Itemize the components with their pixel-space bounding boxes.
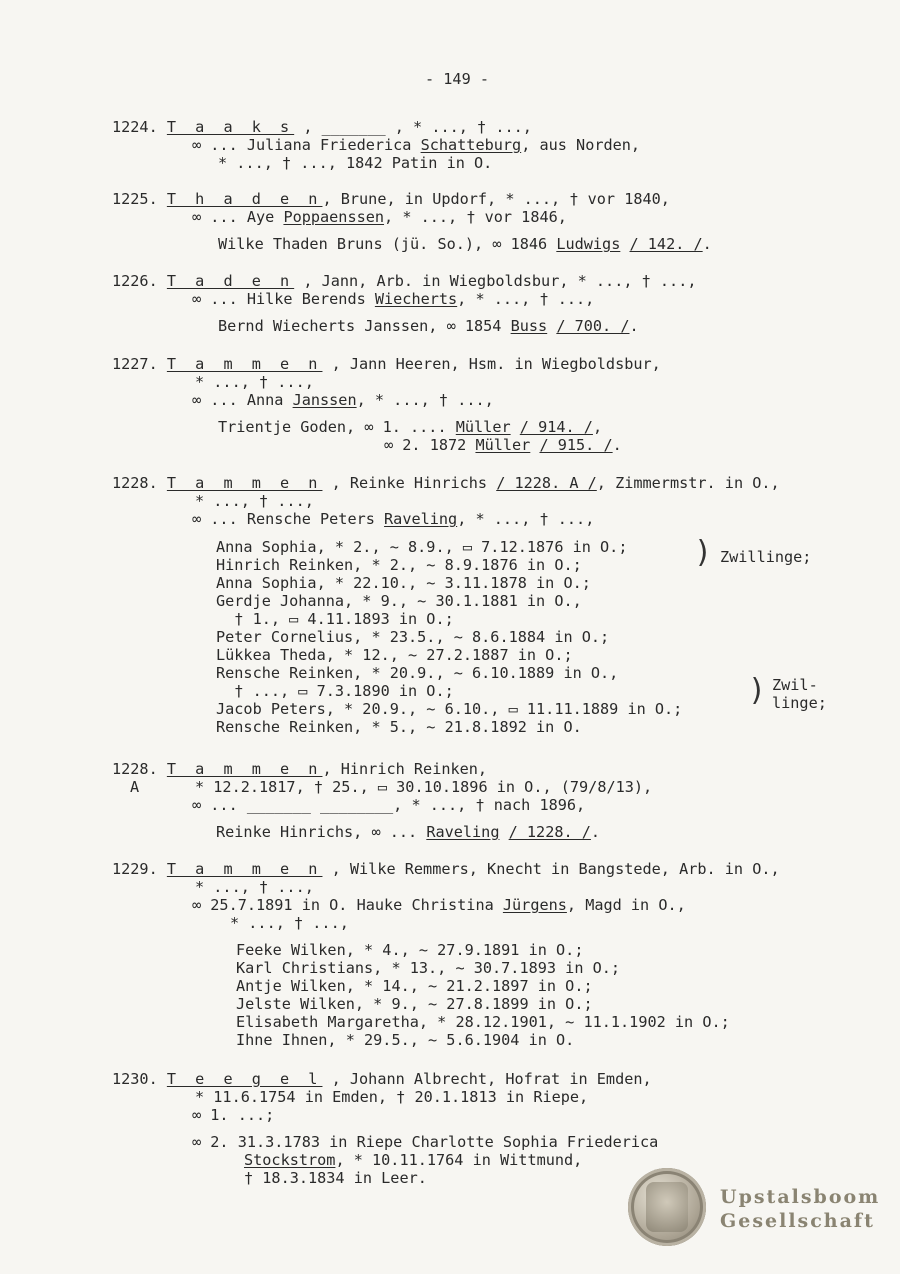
surname: Wiecherts xyxy=(374,290,458,308)
entry-number: 1228. xyxy=(112,474,158,492)
entry-line xyxy=(112,118,532,136)
entry-text: , Reinke Hinrichs xyxy=(322,474,497,492)
family-name: T a m m e n xyxy=(166,474,323,492)
entry-line xyxy=(192,208,567,226)
surname: Ludwigs xyxy=(556,235,621,253)
child-line: Anna Sophia, * 22.10., ~ 3.11.1878 in O.; xyxy=(216,574,591,592)
cross-reference: / 1228. A / xyxy=(496,474,597,492)
child-line: Gerdje Johanna, * 9., ~ 30.1.1881 in O., xyxy=(216,592,582,610)
child-line: Anna Sophia, * 2., ~ 8.9., ▭ 7.12.1876 in O.; xyxy=(216,538,628,556)
surname: Jürgens xyxy=(502,896,567,914)
child-line: Peter Cornelius, * 23.5., ~ 8.6.1884 in O.; xyxy=(216,628,610,646)
entry-text: ∞ ... Rensche Peters xyxy=(192,510,385,528)
entry-line: * ..., † ..., xyxy=(195,492,314,510)
entry-text: ∞ ... Anna xyxy=(192,391,293,409)
child-line: Jacob Peters, * 20.9., ~ 6.10., ▭ 11.11.1889 in O.; xyxy=(216,700,683,718)
entry-line: * ..., † ..., xyxy=(230,914,349,932)
entry-text: , aus Norden, xyxy=(521,136,641,154)
entry-text: , Zimmermstr. in O., xyxy=(596,474,780,492)
cross-reference: / 1228. / xyxy=(508,823,591,841)
entry-line: Bernd Wiecherts Janssen, ∞ 1854 Buss / 700. /. xyxy=(218,317,639,335)
family-name: T a m m e n xyxy=(166,860,323,878)
twins-note: linge; xyxy=(772,694,827,712)
surname: Poppaenssen xyxy=(283,208,385,226)
entry-text: ∞ ... Aye xyxy=(192,208,284,226)
entry-line: ∞ 2. 1872 Müller / 915. /. xyxy=(384,436,622,454)
child-line: Feeke Wilken, * 4., ~ 27.9.1891 in O.; xyxy=(236,941,584,959)
entry-text: Bernd Wiecherts Janssen, ∞ 1854 xyxy=(218,317,511,335)
entry-text: , _______ , * ..., † ..., xyxy=(294,118,532,136)
entry-line xyxy=(112,474,780,492)
entry-text: ∞ 25.7.1891 in O. Hauke Christina xyxy=(192,896,503,914)
entry-line xyxy=(112,860,780,878)
family-name: T h a d e n xyxy=(166,190,323,208)
twins-note: Zwillinge; xyxy=(720,548,812,566)
surname: Müller xyxy=(455,418,511,436)
entry-text: , * ..., † ..., xyxy=(356,391,494,409)
entry-line: * 11.6.1754 in Emden, † 20.1.1813 in Riepe, xyxy=(195,1088,589,1106)
entry-line xyxy=(112,190,670,208)
family-name: T a m m e n xyxy=(166,355,323,373)
brand-line-2: Gesellschaft xyxy=(720,1210,875,1232)
entry-text: ∞ ... Juliana Friederica xyxy=(192,136,421,154)
entry-text: , Hinrich Reinken, xyxy=(322,760,488,778)
cross-reference: / 700. / xyxy=(556,317,630,335)
twins-bracket: ) xyxy=(694,535,713,570)
child-line: Ihne Ihnen, * 29.5., ~ 5.6.1904 in O. xyxy=(236,1031,575,1049)
entry-text: , Magd in O., xyxy=(566,896,686,914)
entry-number: 1224. xyxy=(112,118,158,136)
entry-line: Wilke Thaden Bruns (jü. So.), ∞ 1846 Ludwigs / 142. /. xyxy=(218,235,712,253)
entry-number: 1230. xyxy=(112,1070,158,1088)
child-line: † ..., ▭ 7.3.1890 in O.; xyxy=(216,682,454,700)
entry-line: * ..., † ..., 1842 Patin in O. xyxy=(218,154,493,172)
child-line: Antje Wilken, * 14., ~ 21.2.1897 in O.; xyxy=(236,977,593,995)
page-number: - 149 - xyxy=(425,70,490,88)
entry-number: 1229. xyxy=(112,860,158,878)
entry-text: , Wilke Remmers, Knecht in Bangstede, Arb. in O., xyxy=(322,860,780,878)
cross-reference: / 142. / xyxy=(629,235,703,253)
seal-logo-icon xyxy=(628,1168,706,1246)
child-line: Karl Christians, * 13., ~ 30.7.1893 in O.; xyxy=(236,959,621,977)
entry-text: , * ..., † vor 1846, xyxy=(384,208,567,226)
surname: Raveling xyxy=(426,823,500,841)
entry-text: , * ..., † ..., xyxy=(457,510,595,528)
surname: Schatteburg xyxy=(420,136,522,154)
surname: Stockstrom xyxy=(244,1151,336,1169)
entry-line: Reinke Hinrichs, ∞ ... Raveling / 1228. /. xyxy=(216,823,601,841)
child-line: Jelste Wilken, * 9., ~ 27.8.1899 in O.; xyxy=(236,995,593,1013)
family-name: T a d e n xyxy=(166,272,295,290)
entry-line: † 18.3.1834 in Leer. xyxy=(244,1169,427,1187)
entry-line: ∞ 1. ...; xyxy=(192,1106,275,1124)
twins-note: Zwil- xyxy=(772,676,818,694)
entry-line xyxy=(192,290,594,308)
entry-line xyxy=(112,1070,652,1088)
seal-figures-icon xyxy=(646,1182,688,1232)
entry-line xyxy=(112,272,697,290)
entry-text: , * ..., † ..., xyxy=(457,290,595,308)
cross-reference: / 914. / xyxy=(519,418,593,436)
surname: Raveling xyxy=(384,510,458,528)
surname: Janssen xyxy=(292,391,357,409)
family-name: T a m m e n xyxy=(166,760,323,778)
child-line: † 1., ▭ 4.11.1893 in O.; xyxy=(216,610,454,628)
entry-line xyxy=(192,136,640,154)
child-line: Elisabeth Margaretha, * 28.12.1901, ~ 11.1.1902 in O.; xyxy=(236,1013,730,1031)
child-line: Rensche Reinken, * 5., ~ 21.8.1892 in O. xyxy=(216,718,582,736)
entry-text: ∞ 2. 1872 xyxy=(384,436,476,454)
entry-line xyxy=(112,760,487,778)
entry-line: Trientje Goden, ∞ 1. .... Müller / 914. /, xyxy=(218,418,603,436)
entry-number: 1226. xyxy=(112,272,158,290)
entry-text: , Johann Albrecht, Hofrat in Emden, xyxy=(322,1070,652,1088)
entry-number: 1227. xyxy=(112,355,158,373)
entry-text: Trientje Goden, ∞ 1. .... xyxy=(218,418,456,436)
entry-line xyxy=(192,510,594,528)
entry-text: Wilke Thaden Bruns (jü. So.), ∞ 1846 xyxy=(218,235,557,253)
child-line: Hinrich Reinken, * 2., ~ 8.9.1876 in O.; xyxy=(216,556,582,574)
entry-number: 1225. xyxy=(112,190,158,208)
entry-text: , Jann Heeren, Hsm. in Wiegboldsbur, xyxy=(322,355,661,373)
entry-line: * ..., † ..., xyxy=(195,878,314,896)
entry-line xyxy=(192,896,686,914)
brand-line-1: Upstalsboom xyxy=(720,1186,881,1208)
child-line: Lükkea Theda, * 12., ~ 27.2.1887 in O.; xyxy=(216,646,573,664)
cross-reference: / 915. / xyxy=(539,436,613,454)
entry-text: Reinke Hinrichs, ∞ ... xyxy=(216,823,427,841)
entry-text: , * 10.11.1764 in Wittmund, xyxy=(335,1151,583,1169)
child-line: Rensche Reinken, * 20.9., ~ 6.10.1889 in O., xyxy=(216,664,619,682)
entry-text: , Jann, Arb. in Wiegboldsbur, * ..., † ..., xyxy=(294,272,697,290)
entry-suffix: A xyxy=(130,778,140,796)
entry-number: 1228. xyxy=(112,760,158,778)
entry-line: * 12.2.1817, † 25., ▭ 30.10.1896 in O., (79/8/13), xyxy=(195,778,653,796)
entry-line: ∞ 2. 31.3.1783 in Riepe Charlotte Sophia Friederica xyxy=(192,1133,659,1151)
twins-bracket: ) xyxy=(748,673,767,708)
family-name: T e e g e l xyxy=(166,1070,323,1088)
entry-text: , Brune, in Updorf, * ..., † vor 1840, xyxy=(322,190,670,208)
entry-line xyxy=(192,391,494,409)
surname: Müller xyxy=(475,436,531,454)
family-name: T a a k s xyxy=(166,118,295,136)
entry-text: ∞ ... Hilke Berends xyxy=(192,290,375,308)
entry-line: * ..., † ..., xyxy=(195,373,314,391)
entry-line xyxy=(112,355,661,373)
surname: Buss xyxy=(510,317,548,335)
entry-line: ∞ ... _______ ________, * ..., † nach 1896, xyxy=(192,796,586,814)
entry-line xyxy=(244,1151,582,1169)
